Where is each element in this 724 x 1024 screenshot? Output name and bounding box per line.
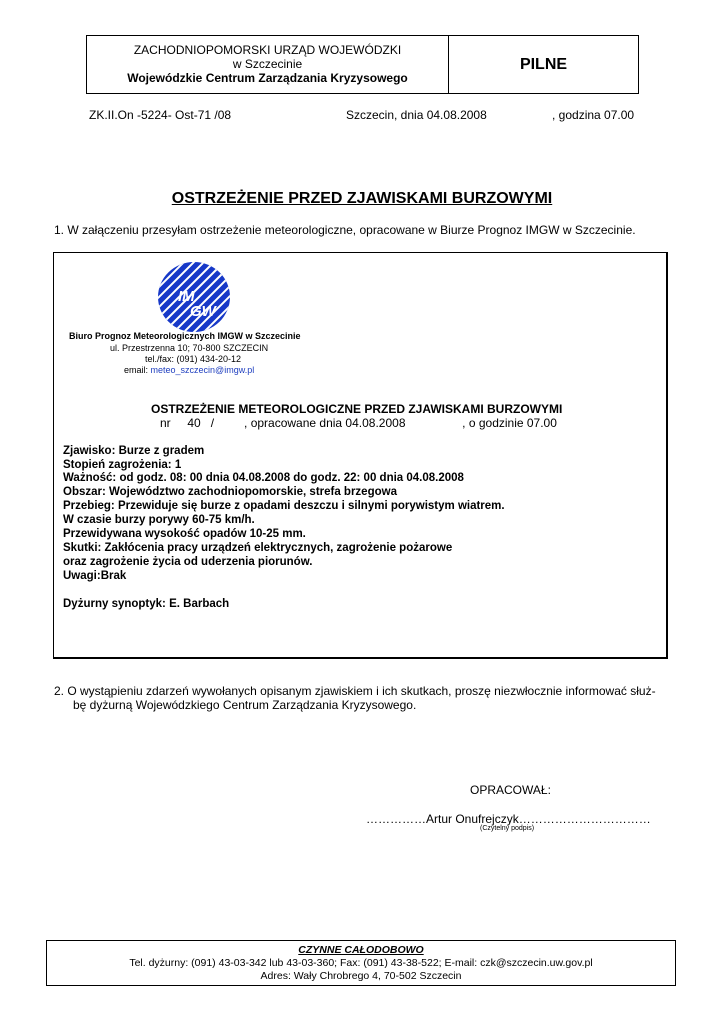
- bureau-phone: tel./fax: (091) 434-20-12: [145, 354, 242, 364]
- footer-address: Adres: Wały Chrobrego 4, 70-502 Szczecin: [260, 970, 462, 982]
- svg-text:GW: GW: [190, 303, 216, 320]
- footer-heading: CZYNNE CAŁODOBOWO: [298, 944, 424, 956]
- detail-validity: Ważność: od godz. 08: 00 dnia 04.08.2008 do godz. 22: 00 dnia 04.08.2008: [63, 472, 464, 484]
- issue-time: , godzina 07.00: [552, 108, 635, 122]
- office-block: [87, 36, 449, 93]
- office-name: ZACHODNIOPOMORSKI URZĄD WOJEWÓDZKI: [133, 43, 402, 57]
- email-label: email:: [124, 365, 149, 375]
- warning-number-line: nr 40 / , opracowane dnia 04.08.2008 , o godzinie 07.00: [160, 416, 557, 430]
- footer-box: [46, 940, 676, 986]
- page-title: OSTRZEŻENIE PRZED ZJAWISKAMI BURZOWYMI: [171, 190, 553, 207]
- paragraph-2: 2. O wystąpieniu zdarzeń wywołanych opisanym zjawiskiem i ich skutkach, proszę niezwłocznie informować służ-: [54, 684, 656, 698]
- imgw-logo-icon: [156, 260, 234, 336]
- forecaster: Dyżurny synoptyk: E. Barbach: [63, 598, 230, 610]
- place-date: Szczecin, dnia 04.08.2008: [346, 108, 487, 122]
- detail-area: Obszar: Województwo zachodniopomorskie, strefa brzegowa: [63, 486, 397, 498]
- priority-label: PILNE: [519, 55, 568, 73]
- detail-course: Przebieg: Przewiduje się burze z opadami deszczu i silnymi porywistym wiatrem.: [63, 500, 505, 512]
- svg-text:IM: IM: [178, 288, 195, 305]
- signature-name: ……………Artur Onufrejczyk……………………………: [366, 812, 651, 826]
- footer-contact: Tel. dyżurny: (091) 43-03-342 lub 43-03-360; Fax: (091) 43-38-522; E-mail: czk@szczecin.uw.gov.pl: [129, 957, 593, 969]
- bureau-email: [124, 364, 254, 376]
- warning-heading: OSTRZEŻENIE METEOROLOGICZNE PRZED ZJAWISKAMI BURZOWYMI: [151, 402, 563, 416]
- bureau-name: Biuro Prognoz Meteorologicznych IMGW w Szczecinie: [69, 331, 301, 341]
- office-city: w Szczecinie: [232, 57, 303, 71]
- bureau-address: ul. Przestrzenna 10; 70-800 SZCZECIN: [110, 343, 269, 353]
- reference-number: ZK.II.On -5224- Ost-71 /08: [89, 108, 232, 122]
- email-link[interactable]: meteo_szczecin@imgw.pl: [150, 365, 255, 375]
- detail-phenomenon: Zjawisko: Burze z gradem: [63, 445, 205, 457]
- signature-note: (Czytelny podpis): [480, 825, 535, 832]
- priority-block: [449, 36, 638, 93]
- detail-effects: Skutki: Zakłócenia pracy urządzeń elektrycznych, zagrożenie pożarowe: [63, 542, 453, 554]
- header-box: [86, 35, 639, 94]
- paragraph-1: 1. W załączeniu przesyłam ostrzeżenie meteorologiczne, opracowane w Biurze Prognoz IMGW w Szczecinie.: [54, 223, 636, 237]
- detail-remarks: Uwagi:Brak: [63, 570, 127, 582]
- detail-effects-cont: oraz zagrożenie życia od uderzenia piorunów.: [63, 556, 313, 568]
- office-department: Wojewódzkie Centrum Zarządzania Kryzysowego: [127, 71, 408, 85]
- detail-precipitation: Przewidywana wysokość opadów 10-25 mm.: [63, 528, 306, 540]
- detail-threat-level: Stopień zagrożenia: 1: [63, 459, 182, 471]
- paragraph-2-cont: bę dyżurną Wojewódzkiego Centrum Zarządzania Kryzysowego.: [73, 698, 417, 712]
- detail-gusts: W czasie burzy porywy 60-75 km/h.: [63, 514, 255, 526]
- prepared-by-label: OPRACOWAŁ:: [470, 783, 551, 797]
